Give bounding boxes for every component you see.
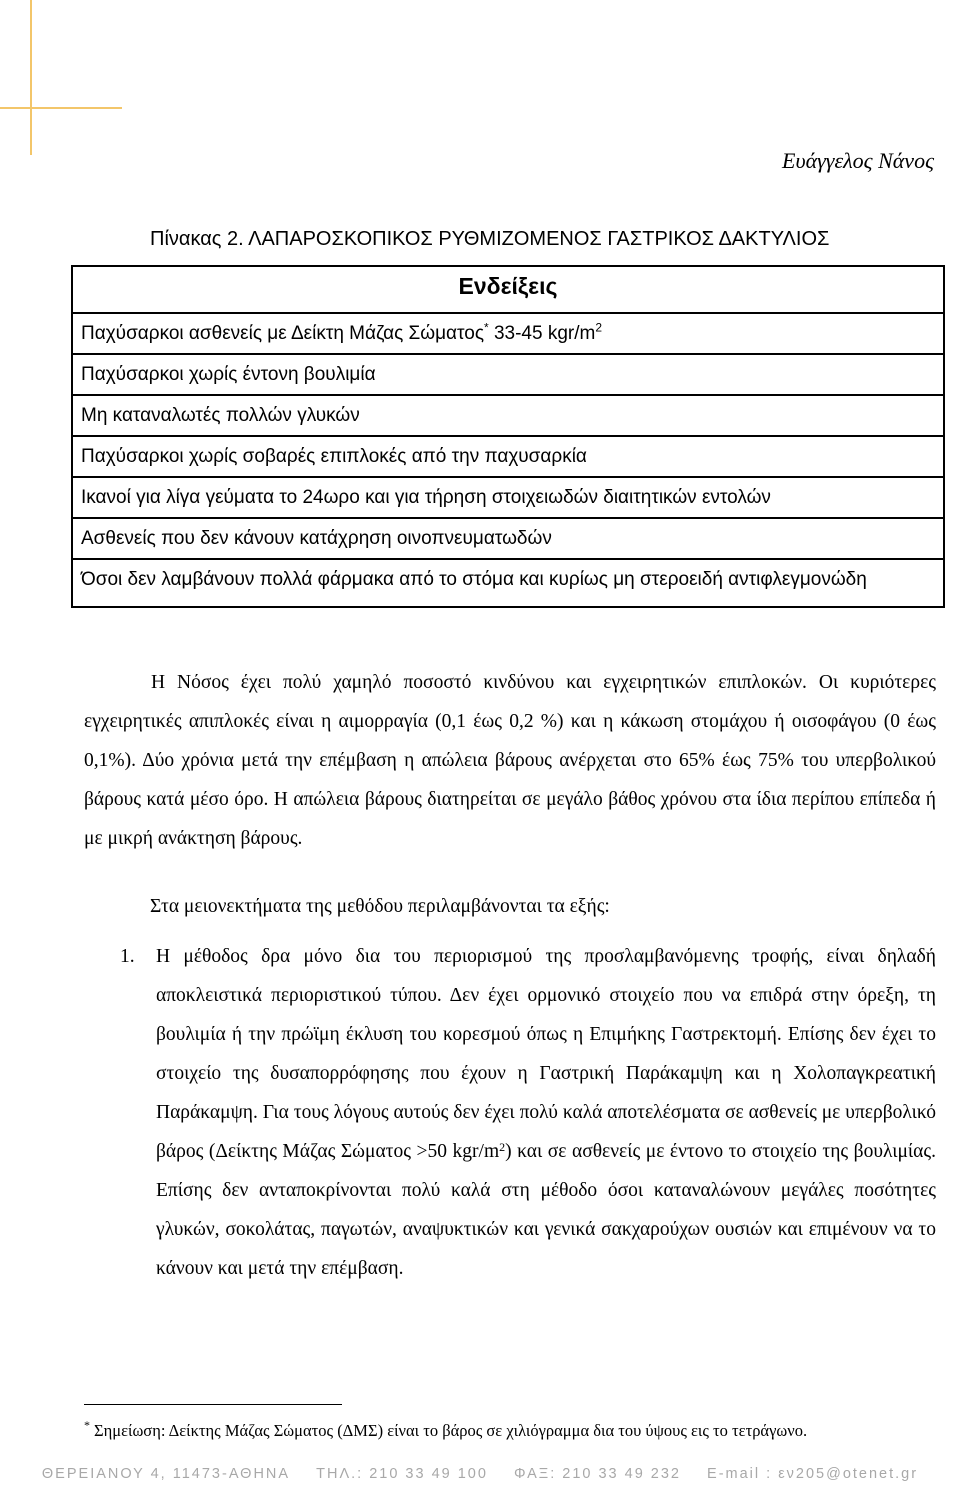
footnote [84,1418,807,1441]
crop-mark-horizontal [0,107,122,109]
table-caption: Πίνακας 2. ΛΑΠΑΡΟΣΚΟΠΙΚΟΣ ΡΥΘΜΙΖΟΜΕΝΟΣ ΓΑΣΤΡΙΚΟΣ ΔΑΚΤΥΛΙΟΣ [150,228,830,250]
crop-mark-vertical [30,0,32,155]
exponent: 2 [499,1140,506,1154]
list-intro: Στα μειονεκτήματα της μεθόδου περιλαμβάνονται τα εξής: [150,896,610,917]
footer-fax: ΦΑΞ: 210 33 49 232 [513,1466,681,1482]
page-footer [0,1466,960,1482]
table-row: Όσοι δεν λαμβάνουν πολλά φάρμακα από το στόμα και κυρίως μη στεροειδή αντιφλεγμονώδη [81,569,867,590]
list-item [156,937,936,1288]
footer-phone: ΤΗΛ.: 210 33 49 100 [316,1466,488,1482]
body-paragraph: Η Νόσος έχει πολύ χαμηλό ποσοστό κινδύνου και εγχειρητικών επιπλοκών. Οι κυριότερες εγχειρητικές απιπλοκές είναι η αιμορραγία (0,1 έως 0,2 %) και η κάκωση στομάχου ή οισοφάγου (0 έως 0,1%). Δύο χρόνια μετά την επέμβαση η απώλεια βάρους ανέρχεται στο 65% έως 75% του υπερβολικού βάρους κατά μέσο όρο. Η απώλεια βάρους διατηρείται σε μεγάλο βάθος χρόνου στα ίδια περίπου επίπεδα ή με μικρή ανάκτηση βάρους. [84,672,936,849]
table-row: Παχύσαρκοι χωρίς σοβαρές επιπλοκές από την παχυσαρκία [73,437,943,478]
footnote-mark: * [84,1418,90,1432]
list-item-number: 1. [120,946,135,967]
list-item-text: Η μέθοδος δρα μόνο δια του περιορισμού της προσλαμβανόμενης τροφής, είναι δηλαδή αποκλειστικά περιοριστικού τύπου. Δεν έχει ορμονικό στοιχείο που να επιδρά στην όρεξη, τη βουλιμία ή την πρώϊμη έκλυση του κορεσμού όπως η Επιμήκης Γαστρεκτομή. Επίσης δεν έχει το στοιχείο της δυσαπορρόφησης που έχουν η Γαστρική Παράκαμψη και η Χολοπαγκρεατική Παράκαμψη. Για τους λόγους αυτούς δεν έχει πολύ καλά αποτελέσματα σε ασθενείς με υπερβολικό βάρος (Δείκτης Μάζας Σώματος >50 kgr/m [156,946,936,1162]
row-value: 33-45 kgr/m [488,323,596,344]
row-text: Παχύσαρκοι ασθενείς με Δείκτη Μάζας Σώματος [81,323,484,344]
list-item-text-cont: ) και σε ασθενείς με έντονο το στοιχείο της βουλιμίας. Επίσης δεν ανταποκρίνονται πολύ καλά στη μέθοδο όσοι καταναλώνουν μεγάλες ποσότητες γλυκών, σοκολάτας, παγωτών, αναψυκτικών και γενικά σακχαρούχων ουσιών και επιμένουν να το κάνουν και μετά την επέμβαση. [156,1141,936,1279]
footer-address: ΘΕΡΕΙΑΝΟΥ 4, 11473-ΑΘΗΝΑ [41,1466,291,1482]
exponent: 2 [595,320,603,335]
table-row: Μη καταναλωτές πολλών γλυκών [73,396,943,437]
table-row: Ασθενείς που δεν κάνουν κατάχρηση οινοπνευματωδών [73,519,943,560]
indications-table [71,265,945,608]
footnote-divider [84,1404,342,1405]
footnote-text: Σημείωση: Δείκτης Μάζας Σώματος (ΔΜΣ) είναι το βάρος σε χιλιόγραμμα δια του ύψους εις το τετράγωνο. [94,1421,808,1440]
footer-email: E-mail : εν205@otenet.gr [707,1466,919,1482]
table-row: Παχύσαρκοι χωρίς έντονη βουλιμία [73,355,943,396]
footnote-mark: * [484,320,489,335]
table-row [73,314,943,355]
author-name: Ευάγγελος Νάνος [782,148,934,173]
table-row: Ικανοί για λίγα γεύματα το 24ωρο και για τήρηση στοιχειωδών διαιτητικών εντολών [73,478,943,519]
table-header: Ενδείξεις [73,267,943,314]
